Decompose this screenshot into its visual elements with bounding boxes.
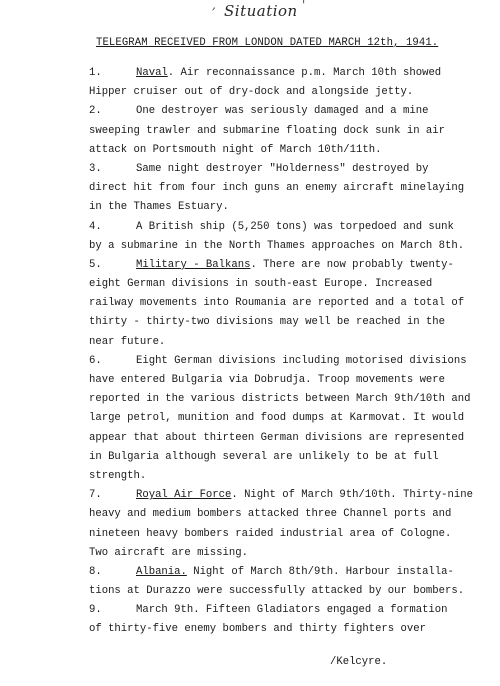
- paragraph-line: have entered Bulgaria via Dobrudja. Troop movements were: [89, 374, 446, 386]
- paragraph-line: large petrol, munition and food dumps at Karmovat. It would: [89, 412, 465, 425]
- paragraph-line: nineteen heavy bombers raided industrial area of Cologne.: [89, 527, 452, 540]
- section-heading: Royal Air Force: [136, 489, 232, 502]
- paragraph-4: [89, 218, 474, 256]
- paragraph-number: 7.: [89, 489, 102, 502]
- paragraph-first-line: Same night destroyer "Holderness" destroyed by: [136, 162, 429, 175]
- paragraph-2: [89, 102, 474, 160]
- paragraph-line: in the Thames Estuary.: [89, 201, 229, 214]
- paragraph-line: tions at Durazzo were successfully attacked by our bombers.: [89, 585, 465, 598]
- paragraph-line: Two aircraft are missing.: [89, 546, 248, 559]
- paragraph-3: [89, 160, 474, 218]
- paragraph-first-line: Eight German divisions including motorised divisions: [136, 354, 467, 367]
- paragraph-line: near future.: [89, 335, 166, 348]
- paragraph-number: 5.: [89, 258, 102, 271]
- paragraph-line: reported in the various districts between March 9th/10th and: [89, 393, 471, 406]
- section-heading: Military - Balkans: [136, 258, 251, 271]
- paragraph-number: 6.: [89, 354, 102, 367]
- paragraph-line: by a submarine in the North Thames approaches on March 8th.: [89, 239, 465, 252]
- paragraph-number: 3.: [89, 162, 102, 175]
- paragraph-7: [89, 486, 474, 563]
- paragraph-8: [89, 563, 474, 601]
- paragraph-number: 2.: [89, 105, 102, 118]
- paragraph-first-line: Military - Balkans. There are now probably twenty-: [136, 258, 454, 271]
- paragraph-number: 1.: [89, 67, 102, 79]
- paragraph-5: [89, 256, 474, 352]
- handwritten-note: , Situation ': [212, 0, 306, 20]
- paragraph-line: in Bulgaria although several are unlikely to be at full: [89, 450, 439, 463]
- paragraph-line: Hipper cruiser out of dry-dock and alongside jetty.: [89, 86, 414, 99]
- paragraph-line: railway movements into Roumania are reported and a total of: [89, 297, 465, 310]
- paragraph-line: thirty - thirty-two divisions may well be reached in the: [89, 316, 446, 329]
- paragraph-line: appear that about thirteen German divisions are represented: [89, 431, 465, 444]
- page-title: TELEGRAM RECEIVED FROM LONDON DATED MARCH 12th, 1941.: [96, 37, 439, 49]
- paragraph-first-line: One destroyer was seriously damaged and a mine: [136, 105, 429, 118]
- continuation-word: /Kelcyre.: [330, 656, 388, 668]
- section-heading: Albania.: [136, 565, 187, 578]
- paragraph-9: [89, 601, 474, 639]
- telegram-body: [89, 64, 474, 640]
- paragraph-line: sweeping trawler and submarine floating dock sunk in air: [89, 124, 446, 137]
- section-heading: Naval: [136, 67, 168, 79]
- paragraph-line: direct hit from four inch guns an enemy aircraft minelaying: [89, 182, 465, 195]
- paragraph-line: strength.: [89, 469, 147, 482]
- paragraph-first-line: Royal Air Force. Night of March 9th/10th. Thirty-nine: [136, 489, 473, 502]
- paragraph-1: [89, 64, 474, 102]
- paragraph-first-line: Naval. Air reconnaissance p.m. March 10th showed: [136, 67, 442, 79]
- paragraph-first-line: Albania. Night of March 8th/9th. Harbour installa-: [136, 565, 454, 578]
- paragraph-number: 9.: [89, 604, 102, 617]
- paragraph-6: [89, 352, 474, 486]
- paragraph-line: heavy and medium bombers attacked three Channel ports and: [89, 508, 452, 521]
- paragraph-first-line: A British ship (5,250 tons) was torpedoed and sunk: [136, 220, 454, 233]
- paragraph-first-line: March 9th. Fifteen Gladiators engaged a formation: [136, 604, 448, 617]
- paragraph-number: 4.: [89, 220, 102, 233]
- paragraph-line: of thirty-five enemy bombers and thirty fighters over: [89, 623, 426, 636]
- paragraph-number: 8.: [89, 565, 102, 578]
- paragraph-line: attack on Portsmouth night of March 10th/11th.: [89, 143, 382, 156]
- paragraph-line: eight German divisions in south-east Europe. Increased: [89, 278, 433, 291]
